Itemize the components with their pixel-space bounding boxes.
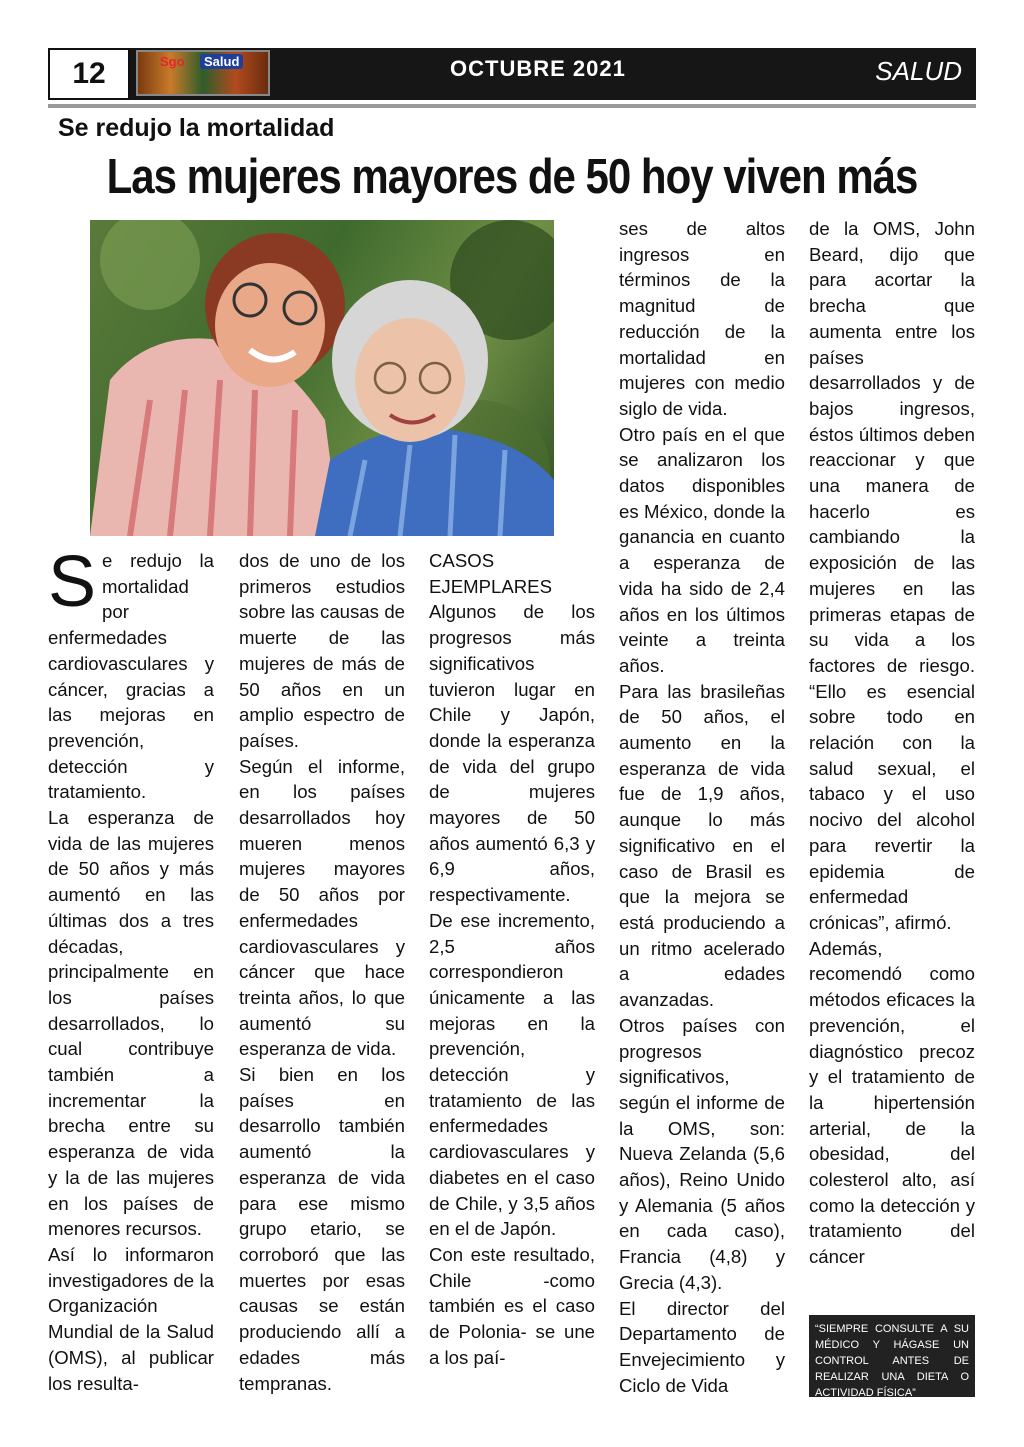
issue-date: OCTUBRE 2021 xyxy=(450,56,626,81)
paragraph: Otros países con progresos significativos, según el informe de la OMS, son: Nueva Zelanda (5,6 años), Reino Unido y Alemania (5 años en cada caso), Francia (4,8) y Grecia (4,3). xyxy=(619,1014,785,1293)
logo-word-salud: Salud xyxy=(200,54,243,69)
paragraph: Además, recomendó como métodos eficaces la prevención, el diagnóstico precoz y el tratamiento de la hipertensión arterial, de la obesidad, del colesterol alto, así como la detección y tratamiento del cáncer xyxy=(809,937,975,1268)
subheading: CASOS EJEMPLARES xyxy=(429,550,552,597)
paragraph: La esperanza de vida de las mujeres de 50 años y más aumentó en las últimas dos a tres décadas, principalmente en los países desarrollados, lo cual contribuye también a incrementar la brecha entre su esperanza de vida y la de las mujeres en los países de menores recursos. xyxy=(48,807,214,1240)
paragraph: Otro país en el que se analizaron los datos disponibles es México, donde la ganancia en cuanto a esperanza de vida ha sido de 2,4 años en los últimos veinte a treinta años. xyxy=(619,423,785,676)
paragraph: De ese incremento, 2,5 años correspondieron únicamente a las mejoras en la prevención, detección y tratamiento de las enfermedades cardiovasculares y diabetes en el caso de Chile, y 3,5 años en el de Japón. xyxy=(429,909,595,1240)
column-1 xyxy=(48,542,214,1396)
page-number: 12 xyxy=(48,48,130,100)
paragraph: El director del Departamento de Envejecimiento y Ciclo de Vida xyxy=(619,1297,785,1396)
paragraph: Según el informe, en los países desarrollados hoy mueren menos mujeres mayores de 50 años por enfermedades cardiovasculares y cáncer que hace treinta años, lo que aumentó su esperanza de vida. xyxy=(239,755,405,1060)
paragraph: e redujo la mortalidad por enfermedades cardiovasculares y cáncer, gracias a las mejoras en prevención, detección y tratamiento. xyxy=(48,550,214,803)
drop-cap: S xyxy=(48,542,97,622)
column-5 xyxy=(809,216,975,1270)
paragraph: dos de uno de los primeros estudios sobre las causas de muerte de las mujeres de más de 50 años en un amplio espectro de países. xyxy=(239,550,405,751)
logo-word-sgo: Sgo xyxy=(160,54,185,69)
paragraph: Con este resultado, Chile -como también es el caso de Polonia- se une a los paí- xyxy=(429,1243,595,1368)
photo-illustration xyxy=(90,220,554,536)
publication-logo xyxy=(136,50,270,96)
page-header xyxy=(48,48,976,100)
paragraph: Para las brasileñas de 50 años, el aumento en la esperanza de vida fue de 1,9 años, aunque lo más significativo en el caso de Brasil es que la mejora se está produciendo a un ritmo acelerado a edades avanzadas. xyxy=(619,680,785,1011)
header-rule xyxy=(48,104,976,108)
article-headline: Las mujeres mayores de 50 hoy viven más xyxy=(106,148,918,204)
paragraph: ses de altos ingresos en términos de la magnitud de reducción de la mortalidad en mujeres con medio siglo de vida. xyxy=(619,218,785,419)
paragraph: Algunos de los progresos más significativos tuvieron lugar en Chile y Japón, donde la esperanza de vida del grupo de mujeres mayores de 50 años aumentó 6,3 y 6,9 años, respectivamente. xyxy=(429,601,595,906)
column-2 xyxy=(239,548,405,1396)
paragraph: Si bien en los países en desarrollo también aumentó la esperanza de vida para ese mismo grupo etario, se corroboró que las muertes por esas causas se están produciendo allí a edades más tempranas. xyxy=(239,1064,405,1394)
paragraph: de la OMS, John Beard, dijo que para acortar la brecha que aumenta entre los países desarrollados y de bajos ingresos, éstos últimos deben reaccionar y que una manera de hacerlo es cambiando la exposición de las mujeres en las primeras etapas de su vida a los factores de riesgo. “Ello es esencial sobre todo en relación con la salud sexual, el tabaco y el uso nocivo del alcohol para revertir la epidemia de enfermedad crónicas”, afirmó. xyxy=(809,218,975,933)
column-4 xyxy=(619,216,785,1398)
health-tip-box: “SIEMPRE CONSULTE A SU MÉDICO Y HÁGASE UN CONTROL ANTES DE REALIZAR UNA DIETA O ACTIVIDAD FÍSICA” xyxy=(809,1315,975,1397)
section-name: SALUD xyxy=(875,56,962,86)
two-women-photo xyxy=(90,220,554,536)
article-kicker: Se redujo la mortalidad xyxy=(58,114,335,142)
column-3 xyxy=(429,548,595,1371)
paragraph: Así lo informaron investigadores de la Organización Mundial de la Salud (OMS), al publicar los resulta- xyxy=(48,1243,214,1394)
